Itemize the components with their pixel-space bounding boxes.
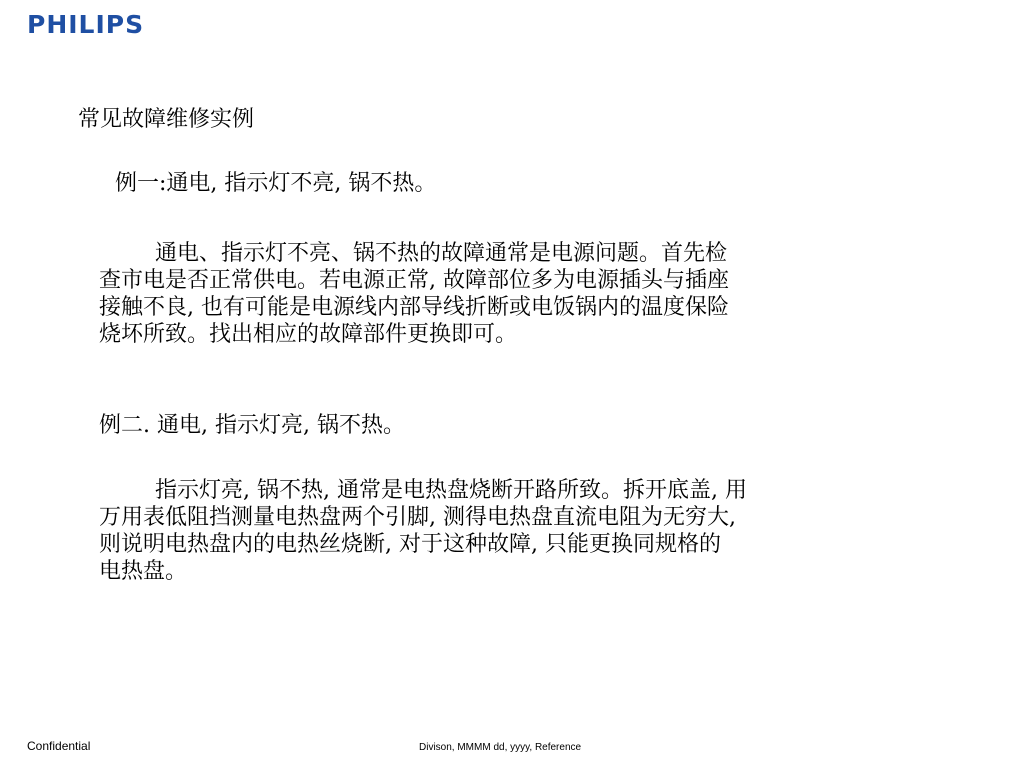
- example2-line-4: 电热盘。: [99, 559, 188, 584]
- example2-line-2: 万用表低阻挡测量电热盘两个引脚, 测得电热盘直流电阻为无穷大,: [99, 505, 736, 530]
- example2-paragraph: [99, 477, 747, 585]
- example1-line-3: 接触不良, 也有可能是电源线内部导线折断或电饭锅内的温度保险: [99, 295, 729, 320]
- example2-heading: 例二. 通电, 指示灯亮, 锅不热。: [99, 413, 405, 438]
- example1-line-4: 烧坏所致。找出相应的故障部件更换即可。: [99, 322, 518, 347]
- philips-logo: PHILIPS: [27, 10, 145, 39]
- example1-line-1: 通电、指示灯不亮、锅不热的故障通常是电源问题。首先检: [155, 241, 728, 266]
- example1-paragraph: [99, 240, 729, 348]
- example1-line-2: 查市电是否正常供电。若电源正常, 故障部位多为电源插头与插座: [99, 268, 729, 293]
- example1-heading: 例一:通电, 指示灯不亮, 锅不热。: [115, 171, 437, 196]
- slide-title: 常见故障维修实例: [78, 107, 255, 132]
- footer-confidential: Confidential: [27, 739, 91, 753]
- example2-line-3: 则说明电热盘内的电热丝烧断, 对于这种故障, 只能更换同规格的: [99, 532, 721, 557]
- footer-reference: Divison, MMMM dd, yyyy, Reference: [419, 742, 582, 753]
- example2-line-1: 指示灯亮, 锅不热, 通常是电热盘烧断开路所致。拆开底盖, 用: [155, 478, 747, 503]
